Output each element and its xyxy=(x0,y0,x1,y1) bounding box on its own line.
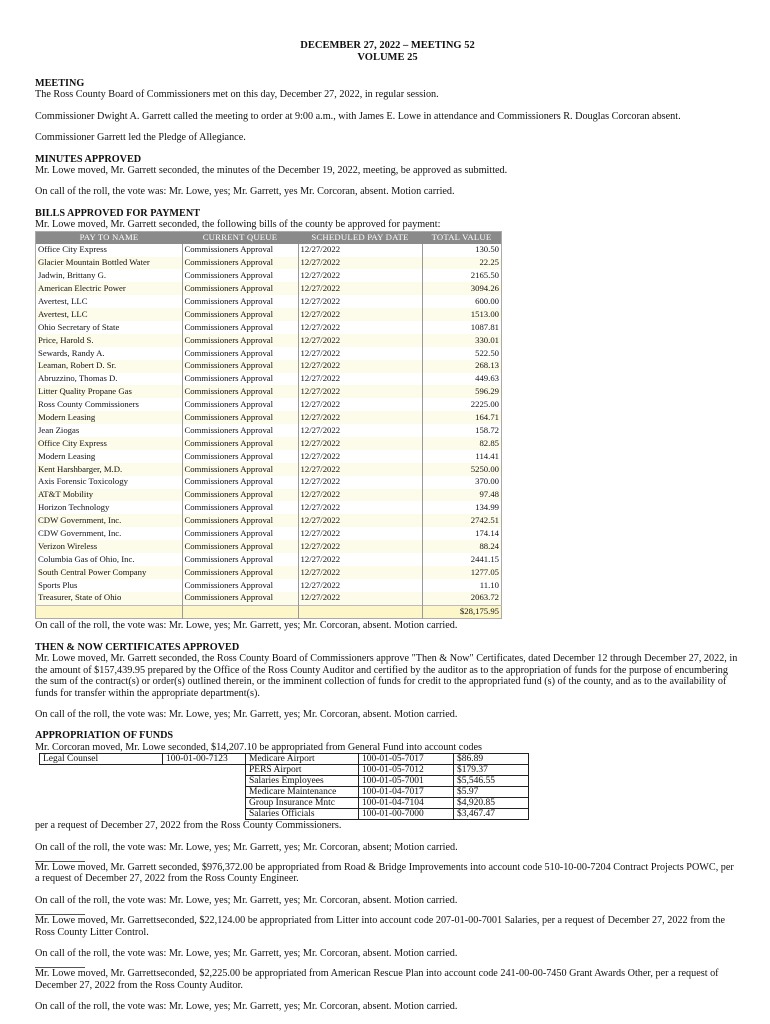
bills-heading: BILLS APPROVED FOR PAYMENT xyxy=(35,207,200,219)
current-queue-cell: Commissioners Approval xyxy=(182,579,298,592)
pay-date-cell: 12/27/2022 xyxy=(298,257,422,270)
pay-date-cell: 12/27/2022 xyxy=(298,540,422,553)
pay-to-name-cell: AT&T Mobility xyxy=(36,489,183,502)
pay-to-name-cell: Horizon Technology xyxy=(36,501,183,514)
to-account-name: PERS Airport xyxy=(246,765,359,776)
table-row xyxy=(36,514,502,527)
pay-date-cell: 12/27/2022 xyxy=(298,514,422,527)
total-value-cell: 1277.05 xyxy=(422,566,502,579)
pay-date-cell: 12/27/2022 xyxy=(298,373,422,386)
total-value-cell: 2225.00 xyxy=(470,399,499,410)
pay-to-name-cell: Glacier Mountain Bottled Water xyxy=(36,257,183,270)
minutes-heading: MINUTES APPROVED xyxy=(35,153,142,165)
meeting-paragraph-2: Commissioner Dwight A. Garrett called the meeting to order at 9:00 a.m., with James E. Lowe in attendance and Commissioners R. Douglas Corcoran absent. xyxy=(35,110,681,122)
total-value-cell: 11.10 xyxy=(479,579,499,590)
then-now-paragraph: Mr. Lowe moved, Mr. Garrett seconded, the Ross County Board of Commissioners approve "Then & Now" Certificates, dated December 12 through December 27, 2022, in the amount of $157,439.95 prepared by the Office of the Ross County Auditor and certified by the auditor as to the appropriation of funds for the purpose of encumbering the sum of the contract(s) or order(s) outlined therein, or the imminent collection of funds for credit to the appropriated fund (s) of the county, and as to the availability of funds for transfer within the appropriate department(s). xyxy=(35,653,738,699)
current-queue-cell: Commissioners Approval xyxy=(182,476,298,489)
current-queue-cell: Commissioners Approval xyxy=(182,373,298,386)
current-queue-cell: Commissioners Approval xyxy=(182,424,298,437)
table-row xyxy=(36,308,502,321)
total-value-cell: 1513.00 xyxy=(422,308,502,321)
pay-to-name-cell: CDW Government, Inc. xyxy=(36,527,183,540)
pay-to-name-cell: Avertest, LLC xyxy=(36,295,183,308)
to-account-name: Salaries Officials xyxy=(246,809,359,820)
pay-date-cell: 12/27/2022 xyxy=(298,295,422,308)
to-account-name: Group Insurance Mntc xyxy=(246,798,359,809)
document-title: DECEMBER 27, 2022 – MEETING 52 xyxy=(300,40,475,51)
appropriation-heading: APPROPRIATION OF FUNDS xyxy=(35,730,174,742)
total-value-cell: 5250.00 xyxy=(422,463,502,476)
table-row xyxy=(36,269,502,282)
document-page xyxy=(35,40,740,1013)
pay-to-name-cell: Verizon Wireless xyxy=(36,540,183,553)
pay-to-name-cell: Ohio Secretary of State xyxy=(36,321,183,334)
empty-cell xyxy=(40,787,163,798)
table-row xyxy=(36,566,502,579)
pay-date-cell: 12/27/2022 xyxy=(298,282,422,295)
empty-cell xyxy=(163,798,246,809)
total-value-cell: 82.85 xyxy=(422,437,502,450)
total-value-cell: 2742.51 xyxy=(422,514,502,527)
current-queue-cell: Commissioners Approval xyxy=(182,334,298,347)
pay-date-cell: 12/27/2022 xyxy=(298,501,422,514)
to-account-code: 100-01-05-7001 xyxy=(359,776,454,787)
pay-date-cell: 12/27/2022 xyxy=(298,463,422,476)
to-account-code: 100-01-00-7000 xyxy=(359,809,454,820)
to-account-name: Medicare Maintenance xyxy=(246,787,359,798)
meeting-paragraph-1: The Ross County Board of Commissioners met on this day, December 27, 2022, in regular session. xyxy=(35,89,439,101)
table-row xyxy=(36,527,502,540)
pay-to-name-cell: Jean Ziogas xyxy=(36,424,183,437)
current-queue-cell: Commissioners Approval xyxy=(182,450,298,463)
then-now-heading: THEN & NOW CERTIFICATES APPROVED xyxy=(35,641,240,653)
pay-date-cell: 12/27/2022 xyxy=(298,553,422,566)
total-value-cell: 2441.15 xyxy=(470,553,499,564)
bills-header-row xyxy=(36,231,502,244)
empty-cell xyxy=(163,776,246,787)
total-value-cell: 134.99 xyxy=(475,502,499,513)
appropriation-after: per a request of December 27, 2022 from the Ross County Commissioners. xyxy=(35,820,342,832)
meeting-paragraph-3: Commissioner Garrett led the Pledge of Allegiance. xyxy=(35,132,246,144)
amount-cell: $5,546.55 xyxy=(454,776,529,787)
pay-date-cell: 12/27/2022 xyxy=(298,398,422,411)
appropriation-paragraph-2: Mr. Lowe moved, Mr. Garrett seconded, $976,372.00 be appropriated from Road & Bridge Improvements into account code 510-10-00-7204 Contract Projects POWC, per a request of December 27, 2022 from the Ross County Engineer. xyxy=(35,861,734,885)
empty-cell xyxy=(40,798,163,809)
to-account-code: 100-01-04-7017 xyxy=(359,787,454,798)
pay-to-name-cell: CDW Government, Inc. xyxy=(36,514,183,527)
pay-to-name-cell: Litter Quality Propane Gas xyxy=(36,385,183,398)
pay-date-cell: 12/27/2022 xyxy=(298,334,422,347)
pay-date-cell: 12/27/2022 xyxy=(298,450,422,463)
minutes-paragraph: Mr. Lowe moved, Mr. Garrett seconded, the minutes of the December 19, 2022, meeting, be approved as submitted. xyxy=(35,165,508,177)
then-now-vote: On call of the roll, the vote was: Mr. Lowe, yes; Mr. Garrett, yes; Mr. Corcoran, absent. Motion carried. xyxy=(35,708,458,720)
table-row xyxy=(36,398,502,411)
current-queue-cell: Commissioners Approval xyxy=(182,566,298,579)
appropriation-vote-4: On call of the roll, the vote was: Mr. Lowe, yes; Mr. Garrett, yes; Mr. Corcoran, absent. Motion carried. xyxy=(35,1001,458,1013)
table-row xyxy=(36,334,502,347)
total-value-cell: 449.63 xyxy=(475,373,499,384)
volume-label: VOLUME 25 xyxy=(357,52,418,63)
to-account-code: 100-01-05-7017 xyxy=(359,754,454,765)
total-value-cell: 330.01 xyxy=(422,334,502,347)
pay-to-name-cell: American Electric Power xyxy=(36,282,183,295)
pay-date-cell: 12/27/2022 xyxy=(298,476,422,489)
total-value-cell: 164.71 xyxy=(422,411,502,424)
total-row xyxy=(36,605,502,619)
total-value-cell: 174.14 xyxy=(475,527,499,538)
pay-date-cell: 12/27/2022 xyxy=(298,347,422,360)
pay-to-name-cell: Sewards, Randy A. xyxy=(36,347,183,360)
current-queue-cell: Commissioners Approval xyxy=(182,244,298,257)
current-queue-cell: Commissioners Approval xyxy=(182,282,298,295)
meeting-heading: MEETING xyxy=(35,78,85,89)
pay-to-name-cell: South Central Power Company xyxy=(36,566,183,579)
to-account-code: 100-01-04-7104 xyxy=(359,798,454,809)
table-row xyxy=(40,787,529,798)
total-value-cell: 22.25 xyxy=(422,257,502,270)
col-current-queue: CURRENT QUEUE xyxy=(182,231,298,244)
appropriation-paragraph-4: Mr. Lowe moved, Mr. Garrettseconded, $2,225.00 be appropriated from American Rescue Plan into account code 241-00-00-7450 Grant Awards Other, per a request of December 27, 2022 from the Ross County Auditor. xyxy=(35,968,719,991)
empty-cell xyxy=(163,765,246,776)
appropriation-vote-2: On call of the roll, the vote was: Mr. Lowe, yes; Mr. Garrett, yes; Mr. Corcoran, absent. Motion carried. xyxy=(35,894,458,906)
total-value-cell: 114.41 xyxy=(475,450,499,461)
pay-date-cell: 12/27/2022 xyxy=(298,385,422,398)
table-row xyxy=(36,489,502,502)
pay-to-name-cell: Kent Harshbarger, M.D. xyxy=(36,463,183,476)
table-row xyxy=(36,540,502,553)
pay-to-name-cell: Columbia Gas of Ohio, Inc. xyxy=(36,553,183,566)
table-row xyxy=(36,450,502,463)
table-row xyxy=(36,579,502,592)
current-queue-cell: Commissioners Approval xyxy=(182,527,298,540)
pay-date-cell: 12/27/2022 xyxy=(298,437,422,450)
total-value-cell: 158.72 xyxy=(475,424,499,435)
bills-table xyxy=(35,231,502,620)
table-row xyxy=(36,257,502,270)
table-row xyxy=(36,244,502,257)
empty-cell xyxy=(40,809,163,820)
current-queue-cell: Commissioners Approval xyxy=(182,501,298,514)
appropriation-vote-3: On call of the roll, the vote was: Mr. Lowe, yes; Mr. Garrett, yes; Mr. Corcoran, absent. Motion carried. xyxy=(35,947,458,959)
pay-to-name-cell: Leaman, Robert D. Sr. xyxy=(36,360,183,373)
from-account-code: 100-01-00-7123 xyxy=(163,754,246,765)
table-row xyxy=(36,360,502,373)
current-queue-cell: Commissioners Approval xyxy=(182,321,298,334)
table-row xyxy=(36,501,502,514)
empty-cell xyxy=(163,809,246,820)
pay-to-name-cell: Axis Forensic Toxicology xyxy=(36,476,183,489)
total-value-cell: 97.48 xyxy=(422,489,502,502)
empty-cell xyxy=(298,605,422,619)
current-queue-cell: Commissioners Approval xyxy=(182,269,298,282)
to-account-code: 100-01-05-7012 xyxy=(359,765,454,776)
total-value-cell: 2165.50 xyxy=(470,270,499,281)
current-queue-cell: Commissioners Approval xyxy=(182,360,298,373)
current-queue-cell: Commissioners Approval xyxy=(182,437,298,450)
current-queue-cell: Commissioners Approval xyxy=(182,347,298,360)
appropriation-paragraph-3: Mr. Lowe moved, Mr. Garrettseconded, $22,124.00 be appropriated from Litter into account code 207-01-00-7001 Salaries, per a request of December 27, 2022 from the Ross County Litter Control. xyxy=(35,915,725,938)
total-value-cell: 3094.26 xyxy=(422,282,502,295)
total-value-cell: 600.00 xyxy=(475,295,499,306)
total-value-cell: 370.00 xyxy=(475,476,499,487)
table-row xyxy=(36,411,502,424)
pay-date-cell: 12/27/2022 xyxy=(298,489,422,502)
appropriation-vote-1: On call of the roll, the vote was: Mr. Lowe, yes; Mr. Garrett, yes; Mr. Corcoran, absent; Motion carried. xyxy=(35,841,458,853)
pay-to-name-cell: Modern Leasing xyxy=(36,411,183,424)
table-row xyxy=(40,754,529,765)
col-total-value: TOTAL VALUE xyxy=(422,231,502,244)
pay-date-cell: 12/27/2022 xyxy=(298,321,422,334)
pay-date-cell: 12/27/2022 xyxy=(298,360,422,373)
empty-cell xyxy=(36,605,183,619)
minutes-vote: On call of the roll, the vote was: Mr. Lowe, yes; Mr. Garrett, yes Mr. Corcoran, absent. Motion carried. xyxy=(35,186,455,198)
col-pay-to-name: PAY TO NAME xyxy=(36,231,183,244)
empty-cell xyxy=(40,776,163,787)
empty-cell xyxy=(163,787,246,798)
pay-to-name-cell: Ross County Commissioners xyxy=(36,398,183,411)
table-row xyxy=(40,798,529,809)
amount-cell: $4,920.85 xyxy=(454,798,529,809)
pay-date-cell: 12/27/2022 xyxy=(298,424,422,437)
current-queue-cell: Commissioners Approval xyxy=(182,411,298,424)
current-queue-cell: Commissioners Approval xyxy=(182,398,298,411)
col-scheduled-pay-date: SCHEDULED PAY DATE xyxy=(298,231,422,244)
table-row xyxy=(36,321,502,334)
table-row xyxy=(36,373,502,386)
amount-cell: $3,467.47 xyxy=(454,809,529,820)
table-row xyxy=(40,765,529,776)
to-account-name: Salaries Employees xyxy=(246,776,359,787)
bills-intro: Mr. Lowe moved, Mr. Garrett seconded, the following bills of the county be approved for payment: xyxy=(35,219,441,231)
current-queue-cell: Commissioners Approval xyxy=(182,308,298,321)
current-queue-cell: Commissioners Approval xyxy=(182,514,298,527)
from-account-name: Legal Counsel xyxy=(40,754,163,765)
pay-to-name-cell: Price, Harold S. xyxy=(36,334,183,347)
table-row xyxy=(40,809,529,820)
pay-to-name-cell: Office City Express xyxy=(36,437,183,450)
current-queue-cell: Commissioners Approval xyxy=(182,295,298,308)
total-value-cell: 268.13 xyxy=(422,360,502,373)
current-queue-cell: Commissioners Approval xyxy=(182,553,298,566)
appropriation-intro: Mr. Corcoran moved, Mr. Lowe seconded, $14,207.10 be appropriated from General Fund into account codes xyxy=(35,741,483,753)
empty-cell xyxy=(182,605,298,619)
pay-date-cell: 12/27/2022 xyxy=(298,592,422,605)
pay-to-name-cell: Modern Leasing xyxy=(36,450,183,463)
empty-cell xyxy=(40,765,163,776)
pay-to-name-cell: Treasurer, State of Ohio xyxy=(36,592,183,605)
table-row xyxy=(36,295,502,308)
bills-vote: On call of the roll, the vote was: Mr. Lowe, yes; Mr. Garrett, yes; Mr. Corcoran, absent. Motion carried. xyxy=(35,620,458,632)
total-value-cell: 2063.72 xyxy=(422,592,502,605)
pay-to-name-cell: Sports Plus xyxy=(36,579,183,592)
current-queue-cell: Commissioners Approval xyxy=(182,489,298,502)
table-row xyxy=(36,553,502,566)
pay-date-cell: 12/27/2022 xyxy=(298,527,422,540)
pay-date-cell: 12/27/2022 xyxy=(298,579,422,592)
total-value-cell: 596.29 xyxy=(422,385,502,398)
total-value-cell: 522.50 xyxy=(475,347,499,358)
pay-to-name-cell: Office City Express xyxy=(36,244,183,257)
table-row xyxy=(36,385,502,398)
current-queue-cell: Commissioners Approval xyxy=(182,257,298,270)
pay-to-name-cell: Avertest, LLC xyxy=(36,308,183,321)
amount-cell: $86.89 xyxy=(454,754,529,765)
amount-cell: $179.37 xyxy=(454,765,529,776)
pay-to-name-cell: Abruzzino, Thomas D. xyxy=(36,373,183,386)
table-row xyxy=(40,776,529,787)
total-value-cell: 88.24 xyxy=(422,540,502,553)
pay-date-cell: 12/27/2022 xyxy=(298,244,422,257)
table-row xyxy=(36,463,502,476)
pay-date-cell: 12/27/2022 xyxy=(298,411,422,424)
pay-date-cell: 12/27/2022 xyxy=(298,566,422,579)
appropriation-table xyxy=(39,753,529,820)
to-account-name: Medicare Airport xyxy=(246,754,359,765)
table-row xyxy=(36,347,502,360)
current-queue-cell: Commissioners Approval xyxy=(182,385,298,398)
total-value-cell: 1087.81 xyxy=(470,321,499,332)
pay-date-cell: 12/27/2022 xyxy=(298,308,422,321)
current-queue-cell: Commissioners Approval xyxy=(182,592,298,605)
table-row xyxy=(36,282,502,295)
table-row xyxy=(36,592,502,605)
current-queue-cell: Commissioners Approval xyxy=(182,540,298,553)
table-row xyxy=(36,437,502,450)
table-row xyxy=(36,424,502,437)
total-value-cell: 130.50 xyxy=(475,244,499,255)
pay-to-name-cell: Jadwin, Brittany G. xyxy=(36,269,183,282)
table-row xyxy=(36,476,502,489)
pay-date-cell: 12/27/2022 xyxy=(298,269,422,282)
current-queue-cell: Commissioners Approval xyxy=(182,463,298,476)
amount-cell: $5.97 xyxy=(454,787,529,798)
grand-total-cell: $28,175.95 xyxy=(422,605,502,619)
